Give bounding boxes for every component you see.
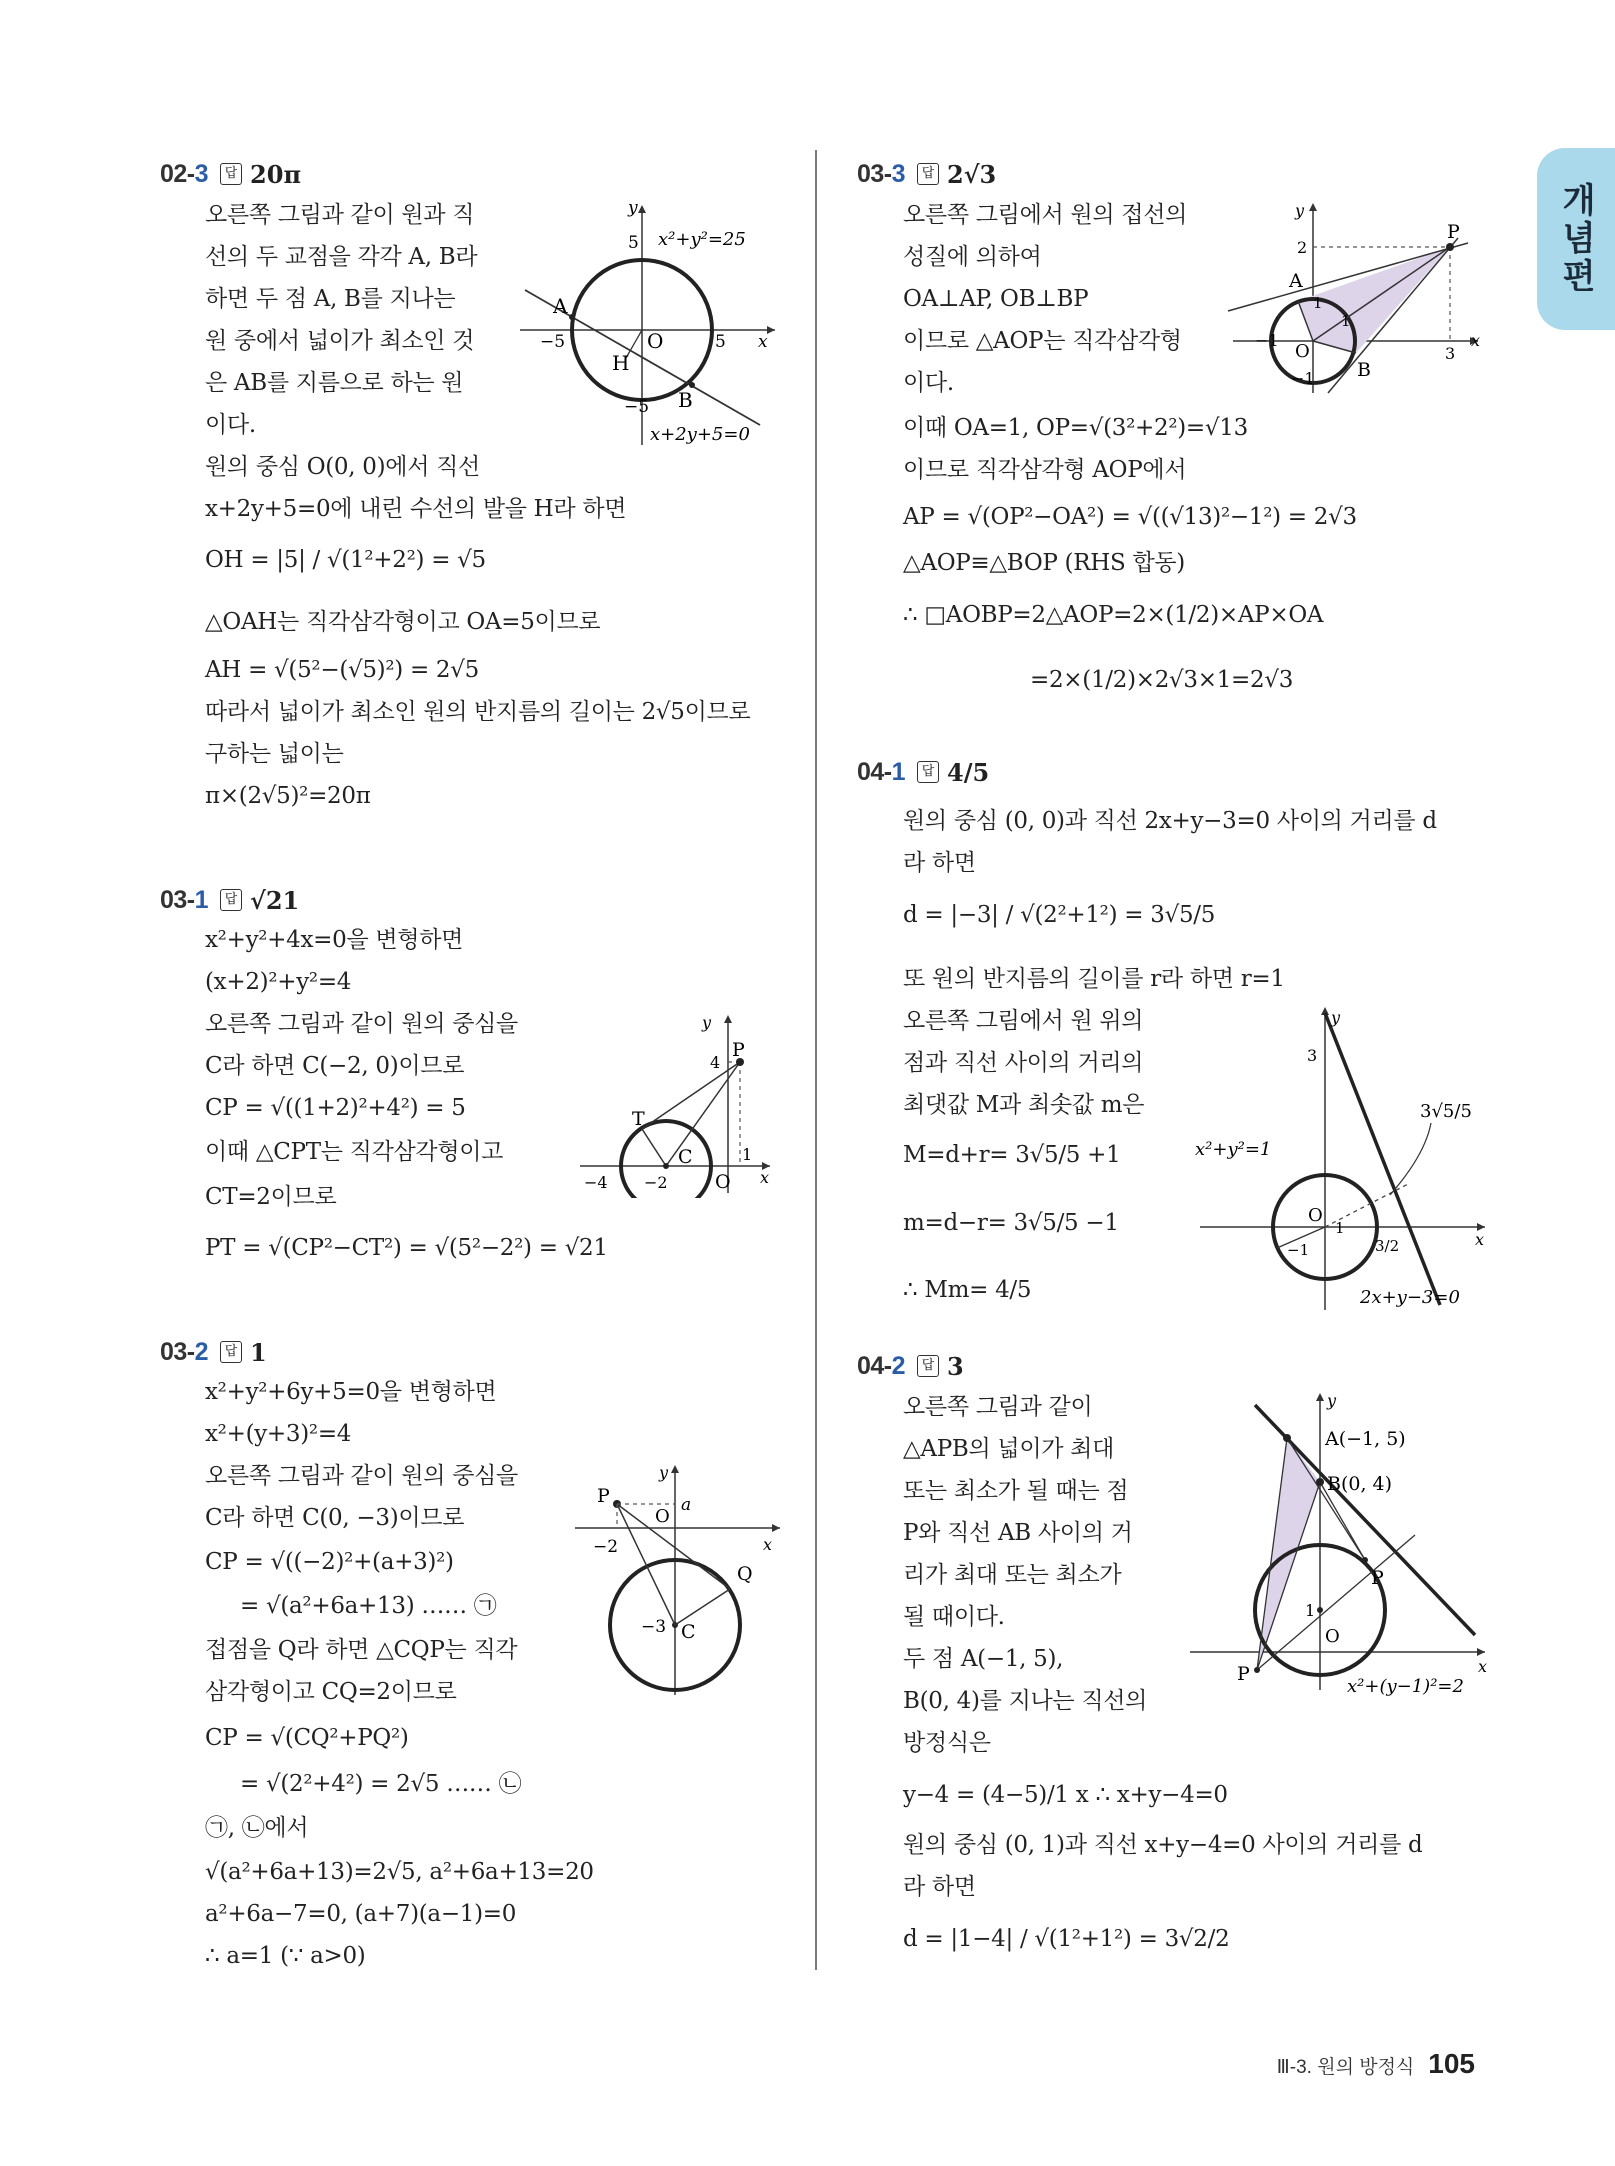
chapter-tab-label: 개념편: [1555, 182, 1596, 296]
label-x: x: [760, 1168, 770, 1187]
tick-xm5: −5: [540, 332, 566, 352]
text-line: 점과 직선 사이의 거리의: [903, 1050, 1144, 1076]
label-A: A: [553, 294, 568, 318]
problem-02-3: [160, 158, 301, 190]
answer-value: 20π: [250, 159, 302, 189]
label-T: T: [632, 1108, 645, 1130]
text-line: 이므로 직각삼각형 AOP에서: [903, 457, 1187, 483]
x-axis-arrow: [1477, 1648, 1485, 1656]
text-line: 따라서 넓이가 최소인 원의 반지름의 길이는 2√5이므로: [205, 699, 751, 725]
problem-number: 04-2: [857, 1351, 906, 1380]
math-line: CP = √((−2)²+(a+3)²): [205, 1549, 454, 1575]
figure-04-1: [1195, 1005, 1500, 1315]
text-line: △OAH는 직각삼각형이고 OA=5이므로: [205, 609, 601, 635]
math-line: π×(2√5)²=20π: [205, 783, 371, 809]
label-B: B: [1357, 359, 1371, 381]
problem-number: 02-3: [160, 159, 209, 188]
problem-header: [160, 884, 299, 916]
figure-02-3: [520, 195, 790, 455]
math-line: d = |−3| / √(2²+1²) = 3√5/5: [903, 902, 1216, 928]
text-line: 또는 최소가 될 때는 점: [903, 1478, 1129, 1504]
figure-03-1: [580, 1008, 780, 1198]
problem-04-2: [857, 1350, 964, 1382]
text-line: 방정식은: [903, 1730, 991, 1756]
math-line: y−4 = (4−5)/1 x ∴ x+y−4=0: [903, 1782, 1228, 1808]
math-line: = √(2²+4²) = 2√5 …… ㉡: [240, 1771, 522, 1797]
text-line: 성질에 의하여: [903, 244, 1042, 270]
text-line: x+2y+5=0에 내린 수선의 발을 H라 하면: [205, 496, 627, 522]
label-x: x: [763, 1535, 773, 1554]
answer-icon: 답: [917, 163, 939, 185]
x-axis-arrow: [767, 326, 775, 334]
text-line: 리가 최대 또는 최소가: [903, 1562, 1122, 1588]
text-line: 오른쪽 그림과 같이 원의 중심을: [205, 1463, 518, 1489]
math-line: a²+6a−7=0, (a+7)(a−1)=0: [205, 1901, 517, 1927]
label-y: y: [659, 1463, 669, 1482]
label-O: O: [655, 1506, 670, 1527]
math-line: ∴ a=1 (∵ a>0): [205, 1943, 366, 1969]
segment-CT: [642, 1129, 666, 1166]
y-axis-arrow: [671, 1465, 679, 1473]
answer-icon: 답: [220, 163, 242, 185]
math-line: OH = |5| / √(1²+2²) = √5: [205, 547, 486, 573]
tick-y3: 3: [1307, 1046, 1318, 1065]
math-line: CP = √(CQ²+PQ²): [205, 1725, 409, 1751]
tick-1: 1: [1335, 1219, 1345, 1237]
answer-icon: 답: [917, 761, 939, 783]
text-line: C라 하면 C(0, −3)이므로: [205, 1505, 465, 1531]
text-line: 이때 △CPT는 직각삼각형이고: [205, 1139, 504, 1165]
text-line: 구하는 넓이는: [205, 741, 344, 767]
label-P-near: P: [1371, 1567, 1384, 1589]
problem-03-2: [160, 1336, 267, 1368]
answer-icon: 답: [220, 889, 242, 911]
label-O: O: [1295, 341, 1310, 362]
label-x: x: [1478, 1657, 1488, 1676]
point-center: [1317, 1607, 1323, 1613]
tick-xm2: −2: [593, 1537, 619, 1557]
label-y: y: [628, 198, 638, 218]
text-line: 은 AB를 지름으로 하는 원: [205, 370, 464, 396]
label-y: y: [702, 1013, 712, 1032]
tick-m1: −1: [1287, 1241, 1310, 1259]
math-line: △AOP≡△BOP (RHS 합동): [903, 550, 1185, 576]
y-axis-arrow: [1309, 203, 1317, 211]
math-line: d = |1−4| / √(1²+1²) = 3√2/2: [903, 1926, 1230, 1952]
text-line: 최댓값 M과 최솟값 m은: [903, 1092, 1145, 1118]
text-line: 오른쪽 그림과 같이: [903, 1394, 1093, 1420]
problem-03-1: [160, 884, 299, 916]
point-B: [1316, 1478, 1324, 1486]
label-y: y: [1331, 1008, 1341, 1027]
math-line: OA⊥AP, OB⊥BP: [903, 286, 1089, 312]
line-2xy3: [1325, 1013, 1440, 1305]
text-line: CT=2이므로: [205, 1184, 337, 1210]
answer-value: 2√3: [947, 159, 997, 189]
label-x: x: [758, 332, 768, 352]
point-P-far: [1254, 1667, 1260, 1673]
text-line: B(0, 4)를 지나는 직선의: [903, 1688, 1148, 1714]
page-footer: [1277, 2048, 1475, 2080]
text-line: 될 때이다.: [903, 1604, 1005, 1630]
label-y: y: [1327, 1391, 1337, 1410]
label-O: O: [715, 1171, 731, 1193]
tick-ym1: −1: [1291, 369, 1315, 388]
text-line: ㉠, ㉡에서: [205, 1815, 309, 1841]
text-line: 원의 중심 O(0, 0)에서 직선: [205, 454, 480, 480]
problem-header: [857, 158, 996, 190]
text-line: 또 원의 반지름의 길이를 r라 하면 r=1: [903, 966, 1285, 992]
math-line: x²+y²+6y+5=0을 변형하면: [205, 1379, 497, 1405]
label-A: A: [1289, 270, 1303, 292]
label-P: P: [1447, 221, 1460, 243]
text-line: 라 하면: [903, 1874, 976, 1900]
eq-circle: x²+y²=25: [658, 229, 746, 250]
label-O: O: [1325, 1626, 1340, 1647]
text-line: 이다.: [205, 412, 256, 438]
tick-x3: 3: [1445, 344, 1456, 363]
math-line: (x+2)²+y²=4: [205, 969, 352, 995]
math-line: = √(a²+6a+13) …… ㉠: [240, 1593, 497, 1619]
text-line: 오른쪽 그림에서 원 위의: [903, 1008, 1144, 1034]
y-axis-arrow: [1316, 1393, 1324, 1401]
label-x: x: [1471, 331, 1481, 350]
chapter-tab[interactable]: [1537, 148, 1615, 330]
math-line: =2×(1/2)×2√3×1=2√3: [1030, 667, 1294, 693]
math-line: ∴ Mm= 4/5: [903, 1277, 1032, 1303]
chapter-label: Ⅲ-3. 원의 방정식: [1276, 2057, 1415, 2078]
label-y: y: [1295, 201, 1305, 220]
problem-04-1: [857, 756, 989, 788]
point-C: [663, 1163, 669, 1169]
label-O: O: [647, 329, 664, 353]
point-A: [569, 314, 575, 320]
math-line: PT = √(CP²−CT²) = √(5²−2²) = √21: [205, 1235, 608, 1261]
label-A: A(−1, 5): [1325, 1428, 1406, 1450]
answer-value: 4/5: [947, 757, 990, 787]
math-line: m=d−r= 3√5/5 −1: [903, 1210, 1119, 1236]
answer-icon: 답: [220, 1341, 242, 1363]
text-line: 선의 두 교점을 각각 A, B라: [205, 244, 478, 270]
eq-circle: x²+y²=1: [1195, 1139, 1272, 1160]
column-divider: [815, 150, 817, 1970]
tick-xm4: −4: [584, 1173, 608, 1192]
segment-CQ: [675, 1589, 730, 1625]
point-P: [1446, 243, 1454, 251]
label-C: C: [681, 1621, 696, 1643]
label-dist: 3√5/5: [1420, 1101, 1472, 1122]
tick-y5: 5: [628, 233, 639, 253]
point-P-near: [1362, 1557, 1368, 1563]
figure-04-2: [1185, 1390, 1500, 1710]
y-axis-arrow: [638, 205, 646, 213]
label-B: B(0, 4): [1327, 1473, 1393, 1495]
problem-number: 03-2: [160, 1337, 209, 1366]
tick-y1: 1: [1305, 1601, 1316, 1620]
eq-line: 2x+y−3=0: [1360, 1287, 1460, 1308]
text-line: 원의 중심 (0, 1)과 직선 x+y−4=0 사이의 거리를 d: [903, 1832, 1423, 1858]
tick-xm2: −2: [644, 1173, 668, 1192]
answer-icon: 답: [917, 1355, 939, 1377]
label-Q: Q: [737, 1563, 753, 1585]
problem-header: [160, 158, 301, 190]
tick-x32: 3/2: [1375, 1237, 1400, 1255]
text-line: 오른쪽 그림과 같이 원의 중심을: [205, 1011, 518, 1037]
figure-03-3: [1223, 198, 1488, 398]
problem-number: 03-1: [160, 885, 209, 914]
math-line: √(a²+6a+13)=2√5, a²+6a+13=20: [205, 1859, 594, 1885]
segment-TP: [642, 1062, 740, 1129]
tick-xm1: −1: [1255, 331, 1279, 350]
text-line: 오른쪽 그림에서 원의 접선의: [903, 202, 1188, 228]
text-line: △APB의 넓이가 최대: [903, 1436, 1115, 1462]
math-line: AH = √(5²−(√5)²) = 2√5: [205, 657, 479, 683]
math-line: M=d+r= 3√5/5 +1: [903, 1142, 1121, 1168]
math-line: CP = √((1+2)²+4²) = 5: [205, 1095, 466, 1121]
text-line: 원의 중심 (0, 0)과 직선 2x+y−3=0 사이의 거리를 d: [903, 808, 1437, 834]
text-line: 이다.: [903, 370, 954, 396]
tick-1b: 1: [1341, 312, 1351, 330]
problem-header: [857, 1350, 964, 1382]
figure-03-2: [575, 1460, 790, 1700]
math-line: x²+y²+4x=0을 변형하면: [205, 927, 464, 953]
tick-ya: a: [681, 1495, 692, 1515]
problem-number: 04-1: [857, 757, 906, 786]
answer-value: 1: [250, 1337, 267, 1367]
label-H: H: [612, 351, 630, 375]
tick-ym3: −3: [641, 1617, 667, 1637]
tick-x1: 1: [742, 1145, 753, 1164]
math-line: ∴ □AOBP=2△AOP=2×(1/2)×AP×OA: [903, 602, 1324, 628]
problem-number: 03-3: [857, 159, 906, 188]
text-line: 오른쪽 그림과 같이 원과 직: [205, 202, 475, 228]
x-axis-arrow: [772, 1524, 780, 1532]
label-x: x: [1475, 1230, 1485, 1249]
problem-header: [857, 756, 989, 788]
dist-pointer: [1390, 1123, 1431, 1195]
math-line: AP = √(OP²−OA²) = √((√13)²−1²) = 2√3: [903, 504, 1357, 530]
label-P-far: P: [1237, 1663, 1250, 1685]
math-line: 이때 OA=1, OP=√(3²+2²)=√13: [903, 415, 1248, 441]
text-line: P와 직선 AB 사이의 거: [903, 1520, 1133, 1546]
tick-ym5: −5: [624, 397, 650, 417]
tick-y2: 2: [1297, 238, 1308, 257]
tick-x5: 5: [715, 332, 726, 352]
y-axis-arrow: [724, 1015, 732, 1023]
text-line: 접점을 Q라 하면 △CQP는 직각: [205, 1637, 518, 1663]
answer-value: 3: [947, 1351, 964, 1381]
text-line: 삼각형이고 CQ=2이므로: [205, 1679, 457, 1705]
text-line: 두 점 A(−1, 5),: [903, 1646, 1064, 1672]
point-A: [1283, 1434, 1291, 1442]
label-P: P: [597, 1485, 610, 1507]
problem-header: [160, 1336, 267, 1368]
text-line: C라 하면 C(−2, 0)이므로: [205, 1053, 465, 1079]
text-line: 하면 두 점 A, B를 지나는: [205, 286, 456, 312]
text-line: 이므로 △AOP는 직각삼각형: [903, 328, 1182, 354]
eq-circle: x²+(y−1)²=2: [1347, 1676, 1464, 1697]
problem-03-3: [857, 158, 996, 190]
page-number: 105: [1428, 2048, 1475, 2079]
label-P: P: [732, 1039, 745, 1061]
tick-1a: 1: [1313, 294, 1323, 312]
text-line: 라 하면: [903, 850, 976, 876]
label-C: C: [678, 1146, 693, 1168]
math-line: x²+(y+3)²=4: [205, 1421, 352, 1447]
label-O: O: [1308, 1205, 1323, 1226]
label-B: B: [678, 388, 693, 412]
eq-line: x+2y+5=0: [650, 424, 750, 445]
text-line: 원 중에서 넓이가 최소인 것: [205, 328, 475, 354]
answer-value: √21: [250, 885, 300, 915]
tick-y4: 4: [710, 1053, 721, 1072]
